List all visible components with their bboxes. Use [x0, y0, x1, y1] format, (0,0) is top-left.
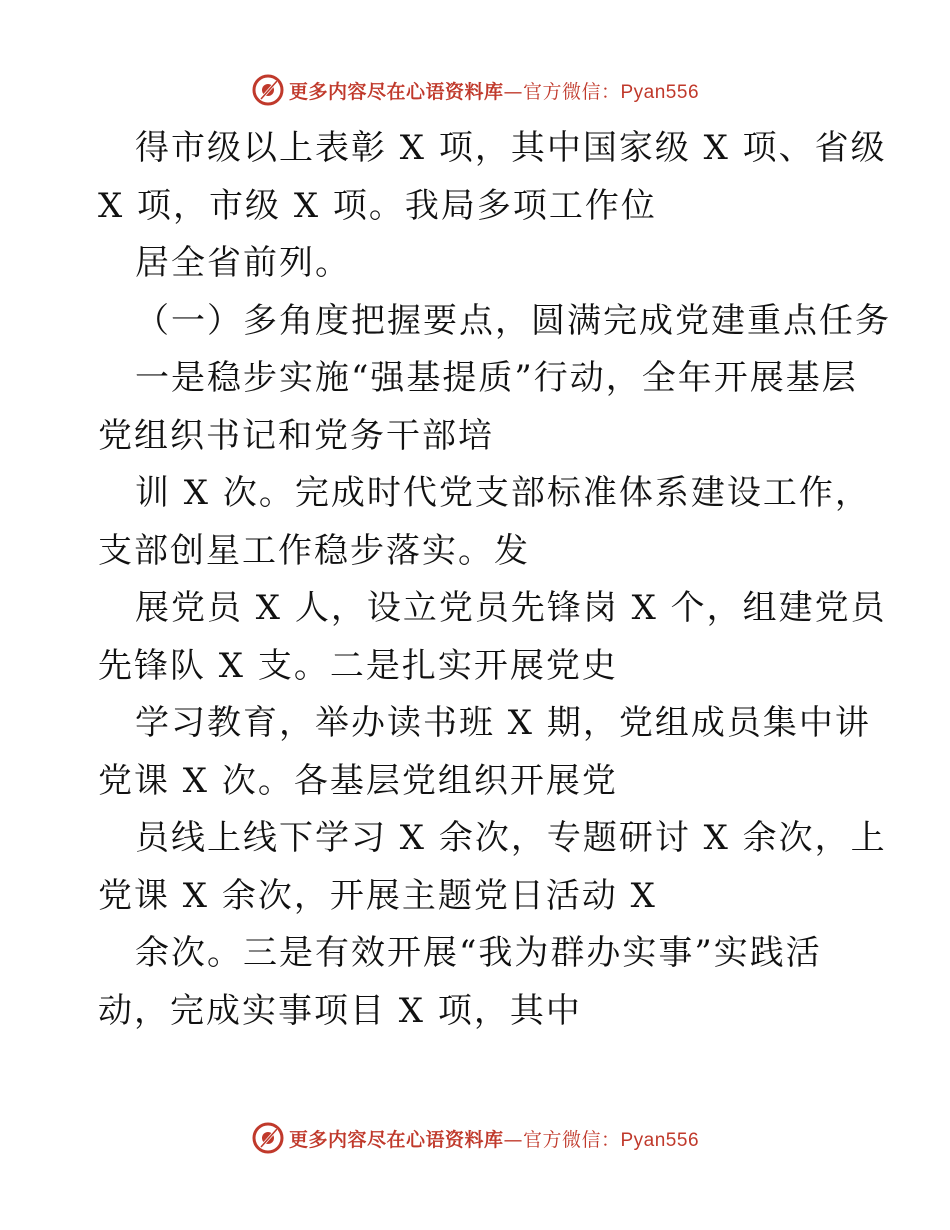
watermark-text — [289, 1125, 699, 1152]
text-line: 动，完成实事项目 X 项，其中 — [98, 990, 582, 1031]
text-line: 党课 X 余次，开展主题党日活动 X — [98, 875, 657, 916]
section-heading: （一）多角度把握要点，圆满完成党建重点任务 — [135, 300, 891, 341]
text-line: 余次。三是有效开展“我为群办实事”实践活 — [135, 933, 822, 973]
watermark-text — [289, 77, 699, 104]
document-body — [98, 120, 891, 1040]
text-line: 学习教育，举办读书班 X 期，党组成员集中讲 — [135, 703, 871, 743]
text-line: 支部创星工作稳步落实。发 — [98, 530, 530, 571]
text-line: 展党员 X 人，设立党员先锋岗 X 个，组建党员 — [135, 588, 887, 628]
text-line: 得市级以上表彰 X 项，其中国家级 X 项、省级 — [135, 128, 887, 168]
watermark-wechat-id: Pyan556 — [620, 81, 700, 103]
text-line: 居全省前列。 — [135, 243, 351, 283]
text-line: 训 X 次。完成时代党支部标准体系建设工作， — [135, 473, 871, 513]
text-line: 先锋队 X 支。二是扎实开展党史 — [98, 645, 618, 686]
text-line: X 项，市级 X 项。我局多项工作位 — [98, 185, 657, 226]
watermark-logo-icon — [251, 73, 285, 107]
watermark-logo-icon — [251, 1121, 285, 1155]
footer-watermark — [0, 1118, 950, 1158]
watermark-wechat-id: Pyan556 — [620, 1129, 700, 1151]
text-line: 党组织书记和党务干部培 — [98, 415, 494, 456]
watermark-dash: — — [503, 80, 523, 103]
watermark-official: 官方微信： — [522, 1128, 621, 1151]
watermark-dash: — — [503, 1128, 523, 1151]
watermark-main: 更多内容尽在心语资料库 — [288, 1128, 504, 1151]
text-line: 员线上线下学习 X 余次，专题研讨 X 余次，上 — [135, 818, 887, 858]
watermark-official: 官方微信： — [522, 80, 621, 103]
header-watermark — [0, 70, 950, 110]
text-line: 一是稳步实施“强基提质”行动，全年开展基层 — [135, 358, 858, 398]
text-line: 党课 X 次。各基层党组织开展党 — [98, 760, 618, 801]
watermark-main: 更多内容尽在心语资料库 — [288, 80, 504, 103]
